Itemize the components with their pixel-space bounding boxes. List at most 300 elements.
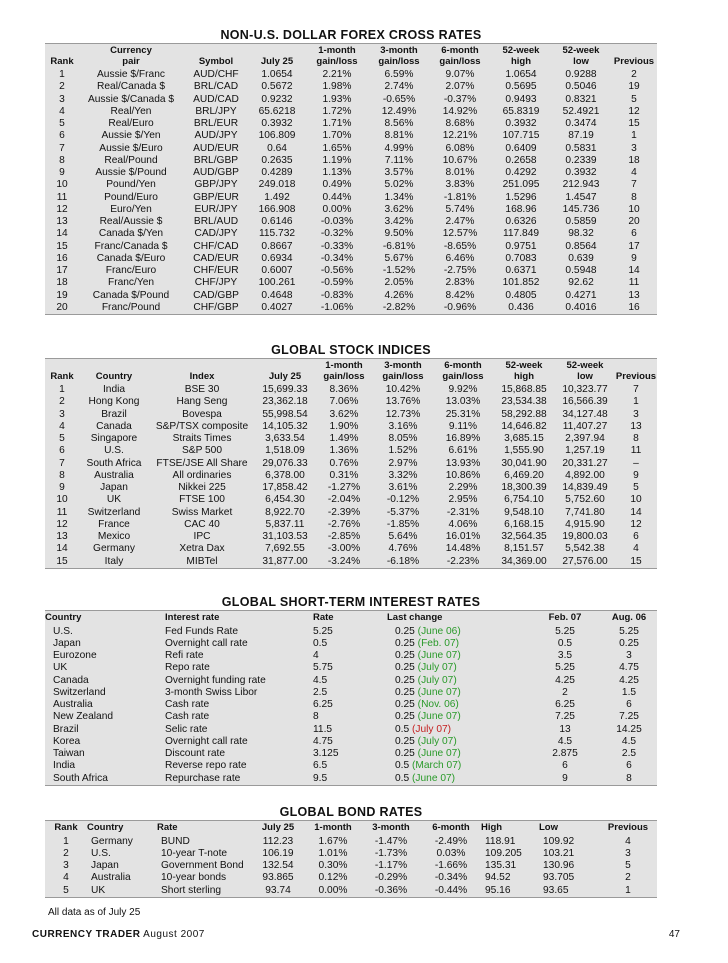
- last-change-cell: [387, 773, 529, 785]
- table-cell: 34,127.48: [562, 408, 608, 420]
- column-header: Low: [539, 822, 558, 833]
- table-cell: 0.639: [568, 252, 594, 264]
- rates-title: GLOBAL SHORT-TERM INTEREST RATES: [221, 595, 481, 609]
- table-cell: 15: [56, 555, 68, 567]
- table-cell: 5: [631, 93, 637, 105]
- rate-value-cell: 4: [313, 650, 319, 661]
- table-cell: –: [633, 457, 639, 469]
- change-date: (March 07): [412, 760, 462, 772]
- table-cell: 14.48%: [445, 543, 481, 555]
- table-cell: 15: [628, 118, 640, 129]
- rate-value-cell: 5.75: [313, 662, 333, 674]
- table-cell: Nikkei 225: [178, 482, 226, 493]
- rates-section: [45, 595, 657, 786]
- table-cell: 7: [59, 457, 65, 469]
- table-row: [45, 384, 657, 396]
- table-cell: 1.93%: [322, 93, 352, 105]
- table-cell: -0.83%: [320, 289, 354, 301]
- change-date: (June 07): [412, 772, 456, 784]
- rate-name-cell: Overnight call rate: [165, 735, 248, 747]
- table-cell: 8.42%: [445, 289, 475, 301]
- change-date: (June 07): [417, 711, 461, 723]
- table-cell: Real/Yen: [110, 105, 152, 117]
- table-row: [45, 94, 657, 106]
- table-cell: -1.73%: [374, 847, 408, 859]
- table-cell: 0.4027: [261, 301, 293, 313]
- table-cell: 29,076.33: [262, 457, 308, 469]
- table-cell: 3: [625, 847, 631, 859]
- table-row: [45, 192, 657, 204]
- forex-panel: [45, 43, 657, 315]
- aug-value-cell: 1.5: [621, 686, 637, 698]
- table-cell: -2.31%: [446, 506, 480, 518]
- table-cell: Australia: [94, 469, 134, 481]
- table-cell: 0.4648: [261, 289, 293, 301]
- table-cell: 6: [631, 228, 637, 240]
- table-cell: -0.37%: [443, 93, 477, 105]
- rate-value-cell: 8: [313, 711, 319, 723]
- table-cell: Xetra Dax: [179, 543, 225, 555]
- table-row: [45, 494, 657, 506]
- table-cell: AUD/GBP: [193, 167, 239, 178]
- table-row: [45, 638, 657, 650]
- rate-name-cell: Discount rate: [165, 748, 226, 759]
- column-header: July 25: [260, 55, 294, 67]
- table-cell: 0.12%: [318, 872, 348, 884]
- table-cell: Japan: [91, 860, 119, 871]
- table-cell: 1: [59, 384, 65, 395]
- table-cell: 0.4016: [565, 301, 597, 313]
- table-cell: 8.36%: [329, 384, 359, 395]
- table-cell: 132.54: [262, 860, 294, 871]
- table-cell: 0.64: [267, 142, 287, 154]
- table-cell: 0.4292: [505, 167, 537, 178]
- table-cell: 65.6218: [258, 105, 296, 117]
- change-date: (June 07): [417, 686, 461, 698]
- table-cell: 3: [59, 93, 65, 105]
- table-row: [45, 724, 657, 736]
- table-cell: IPC: [193, 531, 211, 542]
- table-row: [45, 130, 657, 142]
- table-row: [45, 421, 657, 433]
- table-cell: Japan: [100, 482, 128, 493]
- table-cell: U.S.: [104, 445, 124, 457]
- table-cell: -2.49%: [434, 835, 468, 847]
- table-cell: 2: [631, 69, 637, 80]
- rate-name-cell: Reverse repo rate: [165, 760, 247, 772]
- aug-value-cell: 6: [626, 760, 632, 772]
- last-change-cell: [387, 650, 529, 662]
- table-cell: 10: [630, 494, 642, 506]
- table-cell: 0.30%: [318, 860, 348, 871]
- table-cell: Swiss Market: [171, 506, 233, 518]
- forex-title: NON-U.S. DOLLAR FOREX CROSS RATES: [220, 28, 482, 42]
- table-row: [45, 409, 657, 421]
- rates-header-row: [45, 611, 657, 626]
- table-cell: BRL/AUD: [193, 216, 239, 227]
- change-amount: 0.5: [395, 723, 410, 735]
- table-row: [45, 507, 657, 519]
- table-cell: 12.49%: [381, 105, 417, 117]
- table-cell: 23,534.38: [501, 396, 547, 408]
- column-header: 6-month gain/loss: [439, 45, 481, 67]
- feb-value-cell: 2.875: [552, 748, 578, 759]
- bonds-body: [45, 836, 657, 897]
- table-cell: 34,369.00: [501, 555, 547, 567]
- aug-value-cell: 5.25: [619, 625, 639, 637]
- table-cell: 3.62%: [329, 408, 359, 420]
- table-cell: FTSE/JSE All Share: [156, 457, 248, 469]
- table-row: [45, 748, 657, 760]
- table-cell: 6.46%: [445, 252, 475, 264]
- table-cell: 0.03%: [436, 847, 466, 859]
- table-row: [45, 167, 657, 179]
- table-cell: 0.6934: [261, 252, 293, 264]
- table-cell: 107.715: [502, 130, 540, 142]
- change-date: (July 07): [417, 662, 457, 674]
- change-amount: 0.5: [395, 760, 410, 772]
- table-cell: Switzerland: [87, 506, 141, 518]
- column-header: July 25: [261, 822, 295, 833]
- last-change-cell: [387, 760, 529, 772]
- table-cell: CHF/CAD: [193, 240, 239, 252]
- table-cell: 0.3932: [565, 167, 597, 178]
- table-cell: AUD/CAD: [193, 93, 239, 105]
- change-amount: 0.25: [395, 686, 415, 698]
- column-header: Previous: [607, 822, 649, 833]
- table-cell: 0.2658: [505, 154, 537, 166]
- table-cell: 2.95%: [448, 494, 478, 506]
- table-cell: Aussie $/Canada $: [87, 93, 175, 105]
- aug-value-cell: 4.25: [619, 674, 639, 686]
- change-date: (June 07): [417, 650, 461, 661]
- table-cell: 1.5296: [505, 191, 537, 203]
- table-cell: 8: [631, 191, 637, 203]
- table-row: [45, 675, 657, 687]
- column-header: 3-month gain/loss: [378, 45, 420, 67]
- table-cell: -1.52%: [382, 265, 416, 276]
- table-cell: Franc/Pound: [101, 301, 161, 313]
- table-cell: Aussie $/Franc: [97, 69, 165, 80]
- stocks-section: [45, 343, 657, 569]
- table-cell: BUND: [161, 835, 190, 847]
- table-cell: BSE 30: [184, 384, 220, 395]
- table-cell: 4: [631, 167, 637, 178]
- table-cell: 92.62: [568, 277, 594, 289]
- table-cell: 6.59%: [384, 69, 414, 80]
- table-cell: Pound/Euro: [104, 191, 158, 203]
- table-cell: 4: [625, 835, 631, 847]
- table-row: [45, 155, 657, 167]
- table-cell: 6.08%: [445, 142, 475, 154]
- table-row: [45, 848, 657, 860]
- table-cell: 0.8667: [261, 240, 293, 252]
- table-cell: GBP/JPY: [194, 179, 238, 191]
- table-cell: -2.39%: [327, 506, 361, 518]
- table-cell: 1.0654: [261, 69, 293, 80]
- last-change-cell: [387, 699, 529, 711]
- change-amount: 0.25: [395, 662, 415, 674]
- rate-name-cell: Overnight funding rate: [165, 674, 266, 686]
- table-cell: South Africa: [86, 457, 142, 469]
- rate-name-cell: Overnight call rate: [165, 637, 248, 649]
- table-cell: 13: [630, 420, 642, 432]
- change-amount: 0.25: [395, 637, 415, 649]
- table-cell: MIBTel: [186, 555, 218, 567]
- table-cell: 19: [56, 289, 68, 301]
- table-cell: 19: [628, 81, 640, 93]
- table-cell: 0.436: [508, 301, 534, 313]
- column-header: Country: [45, 612, 82, 623]
- table-cell: 93.705: [543, 872, 575, 884]
- table-cell: 1.49%: [329, 433, 359, 444]
- table-cell: 93.865: [262, 872, 294, 884]
- table-cell: 2: [59, 81, 65, 93]
- table-cell: 2: [59, 396, 65, 408]
- table-cell: 1.34%: [384, 191, 414, 203]
- bonds-section: [45, 805, 657, 898]
- table-row: [45, 872, 657, 884]
- table-row: [45, 81, 657, 93]
- table-cell: 0.9288: [565, 69, 597, 80]
- table-cell: -2.23%: [446, 555, 480, 567]
- rate-value-cell: 4.75: [313, 735, 333, 747]
- table-row: [45, 699, 657, 711]
- stocks-title: GLOBAL STOCK INDICES: [271, 343, 431, 357]
- table-cell: 9: [59, 482, 65, 493]
- table-cell: 15,868.85: [501, 384, 547, 395]
- table-cell: 58,292.88: [501, 408, 547, 420]
- forex-header-row: [45, 44, 657, 69]
- table-cell: 0.9232: [261, 93, 293, 105]
- table-cell: -6.81%: [382, 240, 416, 252]
- table-cell: 0.4271: [565, 289, 597, 301]
- table-cell: 8: [59, 154, 65, 166]
- table-row: [45, 445, 657, 457]
- table-cell: -2.85%: [327, 531, 361, 542]
- issue-date: August 2007: [143, 929, 205, 940]
- table-cell: Singapore: [90, 433, 138, 444]
- column-header: Previous: [613, 55, 655, 67]
- table-cell: 16,566.39: [562, 396, 608, 408]
- table-cell: 1.72%: [322, 105, 352, 117]
- table-cell: 3.61%: [388, 482, 418, 493]
- country-cell: Taiwan: [53, 748, 85, 759]
- country-cell: UK: [53, 662, 68, 674]
- table-cell: 1.492: [264, 191, 290, 203]
- table-cell: 109.205: [485, 847, 522, 859]
- table-row: [45, 143, 657, 155]
- table-cell: 0.4805: [505, 289, 537, 301]
- table-row: [45, 69, 657, 81]
- table-row: [45, 626, 657, 638]
- table-cell: 2: [63, 847, 69, 859]
- table-row: [45, 106, 657, 118]
- table-cell: -0.29%: [374, 872, 408, 884]
- table-cell: 212.943: [562, 179, 600, 191]
- table-cell: 4.26%: [384, 289, 414, 301]
- table-row: [45, 228, 657, 240]
- change-amount: 0.25: [395, 699, 415, 710]
- table-cell: 9.92%: [448, 384, 478, 395]
- column-header: 1-month gain/loss: [323, 360, 365, 382]
- aug-value-cell: 8: [626, 772, 632, 784]
- table-cell: 14,839.49: [562, 482, 608, 493]
- table-cell: 18,300.39: [501, 482, 547, 493]
- table-cell: 14: [56, 543, 68, 555]
- forex-body: [45, 69, 657, 314]
- table-cell: EUR/JPY: [194, 203, 238, 215]
- column-header: Last change: [387, 612, 443, 623]
- table-cell: -3.24%: [327, 555, 361, 567]
- change-amount: 0.25: [395, 711, 415, 723]
- column-header: 1-month gain/loss: [316, 45, 358, 67]
- change-date: (June 07): [417, 748, 461, 759]
- table-cell: 1.67%: [318, 835, 348, 847]
- aug-value-cell: 3: [626, 650, 632, 661]
- table-cell: 0.5948: [565, 265, 597, 276]
- table-cell: 10: [56, 494, 68, 506]
- table-cell: -5.37%: [386, 506, 420, 518]
- table-cell: 30,041.90: [501, 457, 547, 469]
- footer-magazine: [32, 929, 205, 940]
- table-cell: 7,692.55: [265, 543, 305, 555]
- table-cell: 10.86%: [445, 469, 481, 481]
- table-cell: 13.76%: [385, 396, 421, 408]
- feb-value-cell: 6.25: [555, 699, 575, 710]
- table-cell: 10: [628, 203, 640, 215]
- aug-value-cell: 4.5: [621, 735, 637, 747]
- table-cell: 8,151.57: [504, 543, 544, 555]
- table-row: [45, 662, 657, 674]
- table-cell: 0.3932: [505, 118, 537, 129]
- last-change-cell: [387, 736, 529, 748]
- table-cell: 14: [56, 228, 68, 240]
- table-cell: AUD/JPY: [194, 130, 238, 142]
- table-cell: 6: [59, 130, 65, 142]
- rate-value-cell: 6.25: [313, 699, 333, 710]
- column-header: 1-month: [314, 822, 352, 833]
- table-cell: Hang Seng: [176, 396, 228, 408]
- column-header: July 25: [268, 370, 302, 382]
- country-cell: Canada: [53, 674, 89, 686]
- table-cell: 1: [625, 884, 631, 896]
- table-row: [45, 836, 657, 848]
- rate-value-cell: 5.25: [313, 625, 333, 637]
- table-cell: Real/Pound: [104, 154, 158, 166]
- last-change-cell: [387, 711, 529, 723]
- table-cell: 2.07%: [445, 81, 475, 93]
- table-cell: Straits Times: [172, 433, 232, 444]
- country-cell: New Zealand: [53, 711, 114, 723]
- table-row: [45, 531, 657, 543]
- table-cell: 9,548.10: [504, 506, 544, 518]
- column-header: Feb. 07: [548, 612, 582, 623]
- column-header: 52-week low: [566, 360, 604, 382]
- table-cell: -2.75%: [443, 265, 477, 276]
- table-cell: 4: [59, 105, 65, 117]
- table-cell: CAC 40: [184, 518, 220, 530]
- change-amount: 0.5: [395, 772, 410, 784]
- table-cell: Aussie $/Euro: [99, 142, 163, 154]
- column-header: Currency pair: [110, 45, 152, 67]
- aug-value-cell: 4.75: [619, 662, 639, 674]
- table-cell: 1: [631, 130, 637, 142]
- table-cell: 1,555.90: [504, 445, 544, 457]
- table-cell: Franc/Euro: [105, 265, 157, 276]
- table-cell: 93.65: [543, 884, 569, 896]
- table-cell: 100.261: [258, 277, 296, 289]
- column-header: 6-month gain/loss: [442, 360, 484, 382]
- table-cell: 15: [56, 240, 68, 252]
- table-cell: S&P 500: [181, 445, 223, 457]
- table-cell: 0.31%: [329, 469, 359, 481]
- last-change-cell: [387, 724, 529, 736]
- data-note: All data as of July 25: [48, 907, 141, 918]
- table-cell: 8.56%: [384, 118, 414, 129]
- table-cell: 0.6409: [505, 142, 537, 154]
- table-cell: -1.47%: [374, 835, 408, 847]
- table-cell: 12: [56, 203, 68, 215]
- change-date: (July 07): [417, 674, 457, 686]
- forex-section: [45, 28, 657, 315]
- last-change-cell: [387, 662, 529, 674]
- table-cell: -0.44%: [434, 884, 468, 896]
- table-cell: 13: [628, 289, 640, 301]
- country-cell: Brazil: [53, 723, 79, 735]
- table-cell: 1.4547: [565, 191, 597, 203]
- table-cell: 0.4289: [261, 167, 293, 178]
- page-number: 47: [668, 929, 680, 940]
- column-header: Interest rate: [165, 612, 220, 623]
- table-cell: CHF/EUR: [193, 265, 239, 276]
- table-cell: CAD/JPY: [194, 228, 238, 240]
- table-cell: 25.31%: [445, 408, 481, 420]
- table-cell: 10: [56, 179, 68, 191]
- table-cell: 12.21%: [442, 130, 478, 142]
- rate-name-cell: Repurchase rate: [165, 772, 241, 784]
- table-cell: AUD/CHF: [193, 69, 239, 80]
- table-cell: 5: [59, 118, 65, 129]
- table-cell: 6,469.20: [504, 469, 544, 481]
- table-cell: -0.36%: [374, 884, 408, 896]
- table-row: [45, 470, 657, 482]
- table-cell: 2.29%: [448, 482, 478, 493]
- table-cell: 3: [59, 408, 65, 420]
- feb-value-cell: 3.5: [557, 650, 573, 661]
- column-header: High: [481, 822, 503, 833]
- table-cell: 12: [630, 518, 642, 530]
- table-cell: CAD/GBP: [193, 289, 239, 301]
- table-cell: FTSE 100: [179, 494, 225, 506]
- table-cell: 18: [628, 154, 640, 166]
- table-cell: 13: [56, 216, 68, 227]
- column-header: 52-week high: [505, 360, 543, 382]
- table-cell: 17: [628, 240, 640, 252]
- table-cell: 31,103.53: [262, 531, 308, 542]
- table-cell: 2.83%: [445, 277, 475, 289]
- table-cell: GBP/EUR: [193, 191, 239, 203]
- table-cell: 0.9751: [505, 240, 537, 252]
- magazine-name: CURRENCY TRADER: [32, 929, 141, 940]
- table-cell: 4,915.90: [565, 518, 605, 530]
- column-header: 3-month gain/loss: [382, 360, 424, 382]
- table-cell: 6,378.00: [265, 469, 305, 481]
- table-cell: 106.19: [262, 847, 294, 859]
- table-cell: 6,454.30: [265, 494, 305, 506]
- last-change-cell: [387, 675, 529, 687]
- rates-body: [45, 626, 657, 785]
